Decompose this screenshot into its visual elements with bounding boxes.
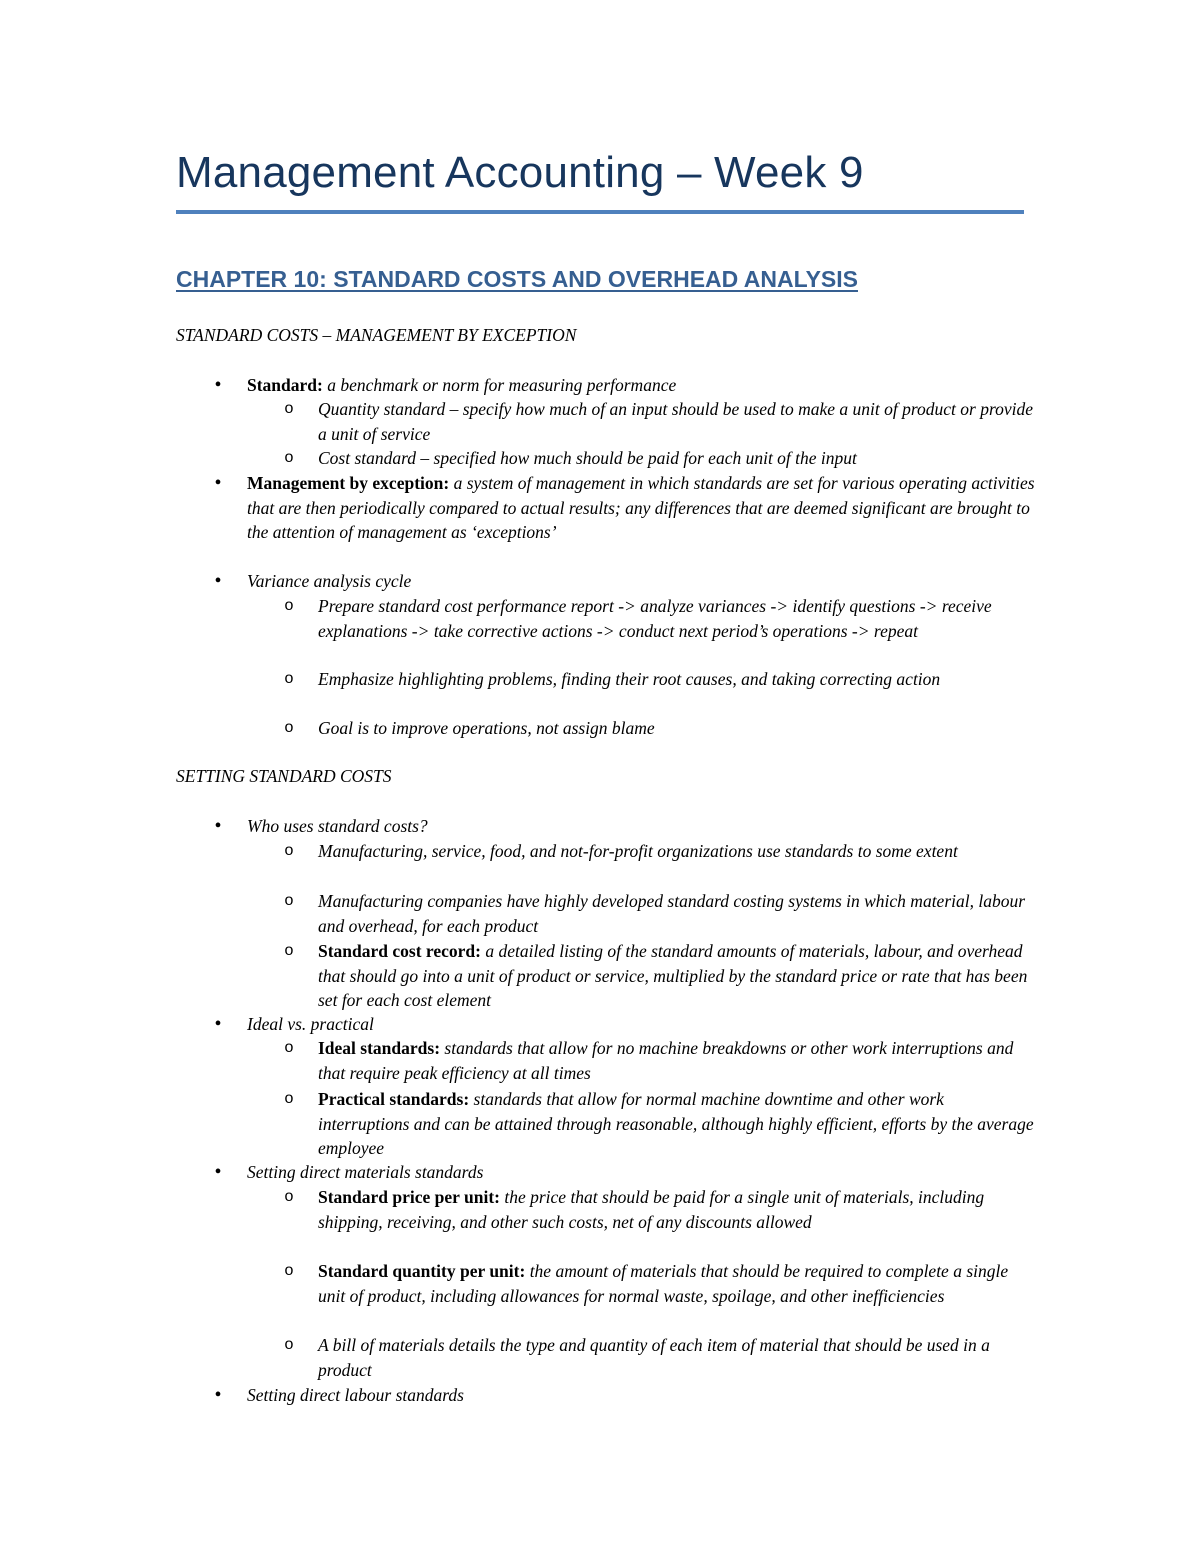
sub-list-item: o Standard quantity per unit: the amount of materials that should be required to complete a single unit of product, including allowances for normal waste, spoilage, and other inefficiencies <box>318 1259 1038 1308</box>
bullet-icon: • <box>214 1013 222 1035</box>
list-item: • Setting direct materials standards <box>247 1160 1037 1185</box>
circle-bullet-icon: o <box>284 1262 294 1279</box>
sub-list-item: o Standard price per unit: the price that should be paid for a single unit of materials, including shipping, receiving, and other such costs, net of any discounts allowed <box>318 1185 1038 1234</box>
list-item: • Management by exception: a system of management in which standards are set for various operating activities that are then periodically compared to actual results; any differences that are deemed significant are brought to the attention of management as ‘exceptions’ <box>247 471 1037 545</box>
circle-bullet-icon: o <box>284 1039 294 1056</box>
circle-bullet-icon: o <box>284 597 294 614</box>
section-heading: SETTING STANDARD COSTS <box>176 766 392 786</box>
bullet-icon: • <box>214 815 222 837</box>
sub-list-item: o Cost standard – specified how much should be paid for each unit of the input <box>318 446 1038 471</box>
sub-list-item: o Ideal standards: standards that allow for no machine breakdowns or other work interruptions and that require peak efficiency at all times <box>318 1036 1038 1085</box>
circle-bullet-icon: o <box>284 1090 294 1107</box>
bullet-icon: • <box>214 472 222 494</box>
list-item: • Ideal vs. practical <box>247 1012 1037 1037</box>
title-divider <box>176 210 1024 214</box>
list-item: • Variance analysis cycle <box>247 569 1037 594</box>
circle-bullet-icon: o <box>284 942 294 959</box>
sub-list-item: o Practical standards: standards that allow for normal machine downtime and other work interruptions and can be attained through reasonable, although highly efficient, efforts by the average employee <box>318 1087 1038 1161</box>
circle-bullet-icon: o <box>284 670 294 687</box>
chapter-heading: CHAPTER 10: STANDARD COSTS AND OVERHEAD ANALYSIS <box>176 266 858 292</box>
bullet-icon: • <box>214 1384 222 1406</box>
circle-bullet-icon: o <box>284 892 294 909</box>
sub-list-item: o Manufacturing, service, food, and not-for-profit organizations use standards to some extent <box>318 839 1038 864</box>
sub-list-item: o A bill of materials details the type and quantity of each item of material that should be used in a product <box>318 1333 1038 1382</box>
circle-bullet-icon: o <box>284 842 294 859</box>
sub-list-item: o Prepare standard cost performance report -> analyze variances -> identify questions -> receive explanations -> take corrective actions -> conduct next period’s operations -> repeat <box>318 594 1038 643</box>
sub-list-item: o Quantity standard – specify how much of an input should be used to make a unit of product or provide a unit of service <box>318 397 1038 446</box>
page-title: Management Accounting – Week 9 <box>176 148 864 197</box>
sub-list-item: o Emphasize highlighting problems, finding their root causes, and taking correcting action <box>318 667 1038 692</box>
sub-list-item: o Manufacturing companies have highly developed standard costing systems in which material, labour and overhead, for each product <box>318 889 1038 938</box>
section-heading: STANDARD COSTS – MANAGEMENT BY EXCEPTION <box>176 325 577 345</box>
bullet-icon: • <box>214 374 222 396</box>
circle-bullet-icon: o <box>284 719 294 736</box>
bullet-icon: • <box>214 570 222 592</box>
circle-bullet-icon: o <box>284 1188 294 1205</box>
circle-bullet-icon: o <box>284 1336 294 1353</box>
list-item: • Who uses standard costs? <box>247 814 1037 839</box>
circle-bullet-icon: o <box>284 400 294 417</box>
bullet-icon: • <box>214 1161 222 1183</box>
sub-list-item: o Goal is to improve operations, not assign blame <box>318 716 1038 741</box>
list-item: • Setting direct labour standards <box>247 1383 1037 1408</box>
list-item: • Standard: a benchmark or norm for measuring performance <box>247 373 1037 398</box>
sub-list-item: o Standard cost record: a detailed listing of the standard amounts of materials, labour, and overhead that should go into a unit of product or service, multiplied by the standard price or rate that has been set for each cost element <box>318 939 1038 1013</box>
circle-bullet-icon: o <box>284 449 294 466</box>
